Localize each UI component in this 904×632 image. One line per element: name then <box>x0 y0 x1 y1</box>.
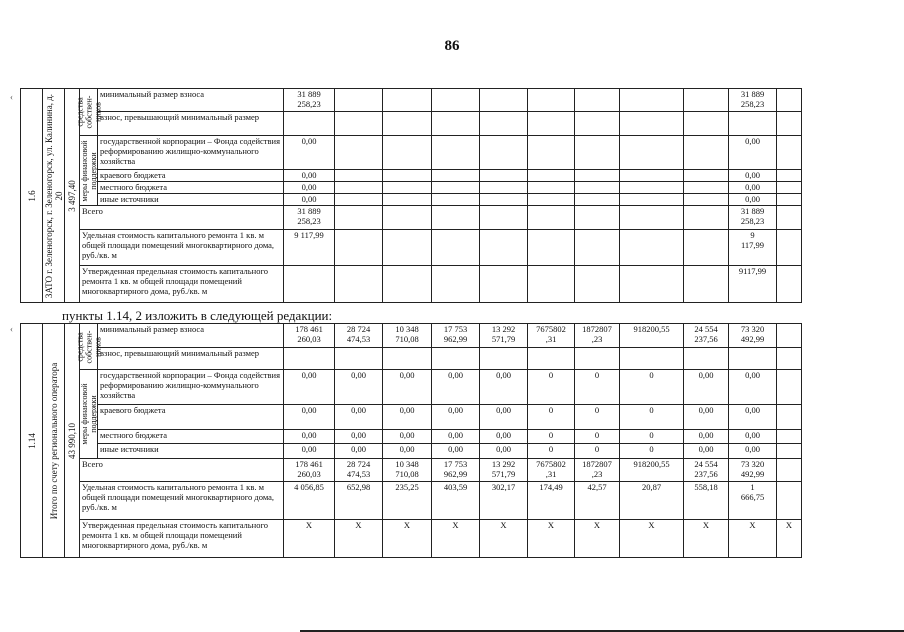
value-cell: 0,00 <box>432 370 480 405</box>
value-cell: 10 348 710,08 <box>383 459 432 482</box>
value-cell: 42,57 <box>575 482 620 520</box>
value-cell: 0,00 <box>729 136 777 170</box>
value-cell <box>777 482 802 520</box>
value-cell <box>684 112 729 136</box>
value-cell: 0,00 <box>383 405 432 430</box>
value-cell: 13 292 571,79 <box>480 324 528 348</box>
value-cell <box>480 182 528 194</box>
value-cell <box>383 348 432 370</box>
financial-support-label: меры финансовой поддержки <box>79 139 98 202</box>
value-cell: 0,00 <box>383 444 432 459</box>
row-label-excess-fee: взнос, превышающий минимальный размер <box>98 112 284 136</box>
house-address-cell <box>43 324 65 558</box>
value-cell: 178 461 260,03 <box>284 459 335 482</box>
value-cell <box>528 348 575 370</box>
value-cell <box>480 230 528 266</box>
value-cell: 9 117,99 <box>729 230 777 266</box>
value-cell: 0,00 <box>432 430 480 444</box>
value-cell <box>528 194 575 206</box>
row-label-limit-cost: Утвержденная предельная стоимость капитального ремонта 1 кв. м общей площади помещений многоквартирного дома, руб./кв. м <box>80 266 284 303</box>
owners-funds-label-cell <box>75 89 102 136</box>
value-cell: 0,00 <box>335 444 383 459</box>
value-cell: 0,00 <box>284 405 335 430</box>
house-financing-table-1 <box>20 88 802 303</box>
row-label-regional: краевого бюджета <box>98 170 284 182</box>
value-cell: 31 889 258,23 <box>284 206 335 230</box>
row-label-other: иные источники <box>98 444 284 459</box>
table-row-total <box>21 459 802 482</box>
row-label-local: местного бюджета <box>98 182 284 194</box>
value-cell <box>383 136 432 170</box>
owners-funds-label: средства собствен-ников <box>75 95 102 129</box>
value-cell <box>335 266 383 303</box>
table-row-fund <box>21 370 802 405</box>
value-cell <box>777 459 802 482</box>
value-cell <box>432 89 480 112</box>
value-cell <box>480 266 528 303</box>
value-cell <box>777 89 802 112</box>
value-cell: X <box>684 520 729 558</box>
value-cell <box>684 230 729 266</box>
value-cell: X <box>284 520 335 558</box>
table-row-min-fee <box>21 89 802 112</box>
financial-support-label-cell <box>80 370 98 459</box>
value-cell <box>480 348 528 370</box>
value-cell <box>620 194 684 206</box>
house-financing-table-2 <box>20 323 802 558</box>
value-cell <box>575 348 620 370</box>
value-cell: 0,00 <box>383 370 432 405</box>
value-cell: 0,00 <box>284 194 335 206</box>
value-cell: 918200,55 <box>620 324 684 348</box>
table-row-excess-fee <box>21 348 802 370</box>
value-cell <box>777 206 802 230</box>
table-row-limit-cost <box>21 266 802 303</box>
value-cell <box>575 89 620 112</box>
value-cell <box>620 112 684 136</box>
value-cell <box>335 206 383 230</box>
total-area: 43 990,10 <box>67 422 77 459</box>
value-cell: 0,00 <box>480 430 528 444</box>
value-cell: 0 <box>528 370 575 405</box>
table-row-local <box>21 430 802 444</box>
value-cell <box>777 405 802 430</box>
value-cell: 0,00 <box>335 370 383 405</box>
value-cell <box>575 206 620 230</box>
value-cell <box>432 206 480 230</box>
value-cell: 652,98 <box>335 482 383 520</box>
value-cell <box>684 89 729 112</box>
value-cell: 0,00 <box>684 405 729 430</box>
value-cell <box>528 136 575 170</box>
value-cell <box>620 182 684 194</box>
value-cell <box>383 89 432 112</box>
value-cell <box>480 112 528 136</box>
value-cell: 0,00 <box>284 430 335 444</box>
value-cell: 0,00 <box>432 405 480 430</box>
value-cell <box>620 89 684 112</box>
value-cell: 28 724 474,53 <box>335 324 383 348</box>
value-cell <box>284 112 335 136</box>
value-cell <box>684 182 729 194</box>
value-cell <box>684 194 729 206</box>
value-cell <box>684 266 729 303</box>
value-cell <box>575 136 620 170</box>
item-number: 1.6 <box>26 189 37 202</box>
value-cell: 235,25 <box>383 482 432 520</box>
row-label-local: местного бюджета <box>98 430 284 444</box>
value-cell: 4 056,85 <box>284 482 335 520</box>
value-cell: 0,00 <box>729 405 777 430</box>
value-cell: X <box>383 520 432 558</box>
value-cell: X <box>575 520 620 558</box>
house-address-cell <box>43 89 65 303</box>
value-cell <box>480 206 528 230</box>
item-number: 1.14 <box>26 432 37 449</box>
value-cell: 0 <box>528 444 575 459</box>
item-number-cell <box>21 324 43 558</box>
value-cell <box>383 194 432 206</box>
continuation-mark: ‹ <box>10 324 13 334</box>
value-cell: 0,00 <box>284 444 335 459</box>
value-cell <box>620 206 684 230</box>
owners-funds-label: средства собствен-ников <box>75 330 102 363</box>
value-cell: 178 461 260,03 <box>284 324 335 348</box>
value-cell <box>528 182 575 194</box>
value-cell: X <box>480 520 528 558</box>
row-label-other: иные источники <box>98 194 284 206</box>
row-label-limit-cost: Утвержденная предельная стоимость капитального ремонта 1 кв. м общей площади помещений многоквартирного дома, руб./кв. м <box>80 520 284 558</box>
row-label-total: Всего <box>80 206 284 230</box>
value-cell: 7675802 ,31 <box>528 459 575 482</box>
row-label-excess-fee: взнос, превышающий минимальный размер <box>98 348 284 370</box>
value-cell: 31 889 258,23 <box>729 89 777 112</box>
value-cell: 302,17 <box>480 482 528 520</box>
value-cell <box>620 170 684 182</box>
value-cell <box>528 170 575 182</box>
item-number-cell <box>21 89 43 303</box>
house-address: Итого по счету регионального оператора <box>48 362 59 519</box>
value-cell <box>335 112 383 136</box>
value-cell: 0,00 <box>729 430 777 444</box>
page-number: 86 <box>444 38 460 54</box>
value-cell <box>620 136 684 170</box>
value-cell <box>528 266 575 303</box>
value-cell: 558,18 <box>684 482 729 520</box>
row-label-min-fee: минимальный размер взноса <box>98 324 284 348</box>
value-cell: 0,00 <box>729 194 777 206</box>
value-cell <box>575 230 620 266</box>
value-cell <box>383 266 432 303</box>
value-cell: 73 320 492,99 <box>729 324 777 348</box>
value-cell: 31 889 258,23 <box>284 89 335 112</box>
value-cell <box>335 194 383 206</box>
value-cell <box>777 194 802 206</box>
value-cell: 0 <box>575 405 620 430</box>
table-row-total <box>21 206 802 230</box>
value-cell: 0 <box>528 405 575 430</box>
value-cell: X <box>729 520 777 558</box>
value-cell <box>432 170 480 182</box>
value-cell: 403,59 <box>432 482 480 520</box>
value-cell <box>335 182 383 194</box>
value-cell <box>684 170 729 182</box>
value-cell <box>432 136 480 170</box>
value-cell <box>575 266 620 303</box>
value-cell <box>729 348 777 370</box>
value-cell <box>480 194 528 206</box>
value-cell: 0 <box>620 430 684 444</box>
table-row-unit-cost <box>21 482 802 520</box>
value-cell: 0,00 <box>729 182 777 194</box>
value-cell: 0,00 <box>684 370 729 405</box>
value-cell <box>284 266 335 303</box>
value-cell <box>432 182 480 194</box>
value-cell: 918200,55 <box>620 459 684 482</box>
value-cell: 10 348 710,08 <box>383 324 432 348</box>
value-cell <box>620 230 684 266</box>
table-row-excess-fee <box>21 112 802 136</box>
row-label-fund: государственной корпорации – Фонда содействия реформированию жилищно-коммунального хозяйства <box>98 370 284 405</box>
value-cell: 0,00 <box>684 444 729 459</box>
value-cell <box>528 230 575 266</box>
row-label-regional: краевого бюджета <box>98 405 284 430</box>
value-cell <box>777 266 802 303</box>
value-cell: 0,00 <box>480 370 528 405</box>
value-cell <box>777 170 802 182</box>
table-row-other <box>21 444 802 459</box>
value-cell <box>335 348 383 370</box>
value-cell <box>620 348 684 370</box>
continuation-mark: ‹ <box>10 92 13 102</box>
value-cell <box>684 136 729 170</box>
value-cell <box>729 112 777 136</box>
value-cell <box>432 266 480 303</box>
value-cell <box>777 370 802 405</box>
value-cell <box>777 348 802 370</box>
table-row-local <box>21 182 802 194</box>
row-label-unit-cost: Удельная стоимость капитального ремонта 1 кв. м общей площади помещений многоквартирного дома, руб./кв. м <box>80 230 284 266</box>
value-cell: 0,00 <box>729 370 777 405</box>
value-cell <box>528 112 575 136</box>
value-cell: 0 <box>575 430 620 444</box>
value-cell <box>480 170 528 182</box>
amendment-caption: пункты 1.14, 2 изложить в следующей редакции: <box>62 308 333 323</box>
table-row-unit-cost <box>21 230 802 266</box>
value-cell <box>575 170 620 182</box>
value-cell: 17 753 962,99 <box>432 459 480 482</box>
value-cell: 0 <box>620 405 684 430</box>
value-cell <box>335 89 383 112</box>
table-row-limit-cost <box>21 520 802 558</box>
value-cell <box>383 112 432 136</box>
value-cell: X <box>432 520 480 558</box>
value-cell <box>575 194 620 206</box>
value-cell <box>432 112 480 136</box>
value-cell <box>335 136 383 170</box>
value-cell: 0,00 <box>335 405 383 430</box>
value-cell: 0 <box>575 444 620 459</box>
financial-support-label: меры финансовой поддержки <box>79 383 98 445</box>
financial-support-label-cell <box>80 136 98 206</box>
value-cell: 0 <box>575 370 620 405</box>
value-cell <box>777 230 802 266</box>
table-row-regional <box>21 170 802 182</box>
value-cell: 0,00 <box>684 430 729 444</box>
row-label-unit-cost: Удельная стоимость капитального ремонта 1 кв. м общей площади помещений многоквартирного дома, руб./кв. м <box>80 482 284 520</box>
value-cell: 7675802 ,31 <box>528 324 575 348</box>
value-cell <box>383 182 432 194</box>
value-cell: 0,00 <box>480 444 528 459</box>
value-cell <box>528 206 575 230</box>
value-cell <box>620 266 684 303</box>
value-cell: 28 724 474,53 <box>335 459 383 482</box>
value-cell <box>777 182 802 194</box>
value-cell: 13 292 571,79 <box>480 459 528 482</box>
value-cell <box>684 206 729 230</box>
value-cell: 0,00 <box>383 430 432 444</box>
total-area: 3 497,40 <box>67 179 77 212</box>
value-cell: X <box>777 520 802 558</box>
value-cell: 24 554 237,56 <box>684 324 729 348</box>
value-cell: 0,00 <box>432 444 480 459</box>
table-row-regional <box>21 405 802 430</box>
value-cell <box>432 230 480 266</box>
value-cell: 1872807 ,23 <box>575 324 620 348</box>
value-cell <box>480 89 528 112</box>
value-cell: 0,00 <box>284 136 335 170</box>
value-cell <box>284 348 335 370</box>
value-cell <box>777 136 802 170</box>
value-cell: 31 889 258,23 <box>729 206 777 230</box>
house-address: ЗАТО г. Зеленогорск, г. Зеленогорск, ул. Калинина, д. 20 <box>43 93 64 298</box>
value-cell <box>777 112 802 136</box>
table-row-min-fee <box>21 324 802 348</box>
value-cell <box>575 182 620 194</box>
row-label-fund: государственной корпорации – Фонда содействия реформированию жилищно-коммунального хозяйства <box>98 136 284 170</box>
value-cell: 1872807 ,23 <box>575 459 620 482</box>
value-cell <box>777 324 802 348</box>
value-cell: X <box>335 520 383 558</box>
value-cell <box>777 444 802 459</box>
value-cell <box>383 230 432 266</box>
value-cell: 17 753 962,99 <box>432 324 480 348</box>
owners-funds-label-cell <box>75 324 102 370</box>
value-cell: 0 <box>620 444 684 459</box>
value-cell <box>335 230 383 266</box>
value-cell <box>432 194 480 206</box>
table-row-fund <box>21 136 802 170</box>
value-cell <box>383 206 432 230</box>
value-cell: X <box>528 520 575 558</box>
value-cell: 0 <box>528 430 575 444</box>
value-cell <box>528 89 575 112</box>
value-cell: X <box>620 520 684 558</box>
value-cell <box>383 170 432 182</box>
value-cell <box>777 430 802 444</box>
value-cell <box>575 112 620 136</box>
value-cell <box>432 348 480 370</box>
value-cell: 1 666,75 <box>729 482 777 520</box>
value-cell: 0,00 <box>335 430 383 444</box>
value-cell: 9117,99 <box>729 266 777 303</box>
value-cell: 0,00 <box>729 444 777 459</box>
value-cell: 0,00 <box>284 182 335 194</box>
row-label-min-fee: минимальный размер взноса <box>98 89 284 112</box>
value-cell: 174,49 <box>528 482 575 520</box>
value-cell: 9 117,99 <box>284 230 335 266</box>
table-row-other <box>21 194 802 206</box>
value-cell <box>684 348 729 370</box>
value-cell <box>335 170 383 182</box>
value-cell: 73 320 492,99 <box>729 459 777 482</box>
value-cell: 0,00 <box>284 170 335 182</box>
value-cell: 24 554 237,56 <box>684 459 729 482</box>
value-cell: 0,00 <box>480 405 528 430</box>
value-cell: 20,87 <box>620 482 684 520</box>
value-cell: 0 <box>620 370 684 405</box>
row-label-total: Всего <box>80 459 284 482</box>
value-cell: 0,00 <box>729 170 777 182</box>
value-cell: 0,00 <box>284 370 335 405</box>
value-cell <box>480 136 528 170</box>
